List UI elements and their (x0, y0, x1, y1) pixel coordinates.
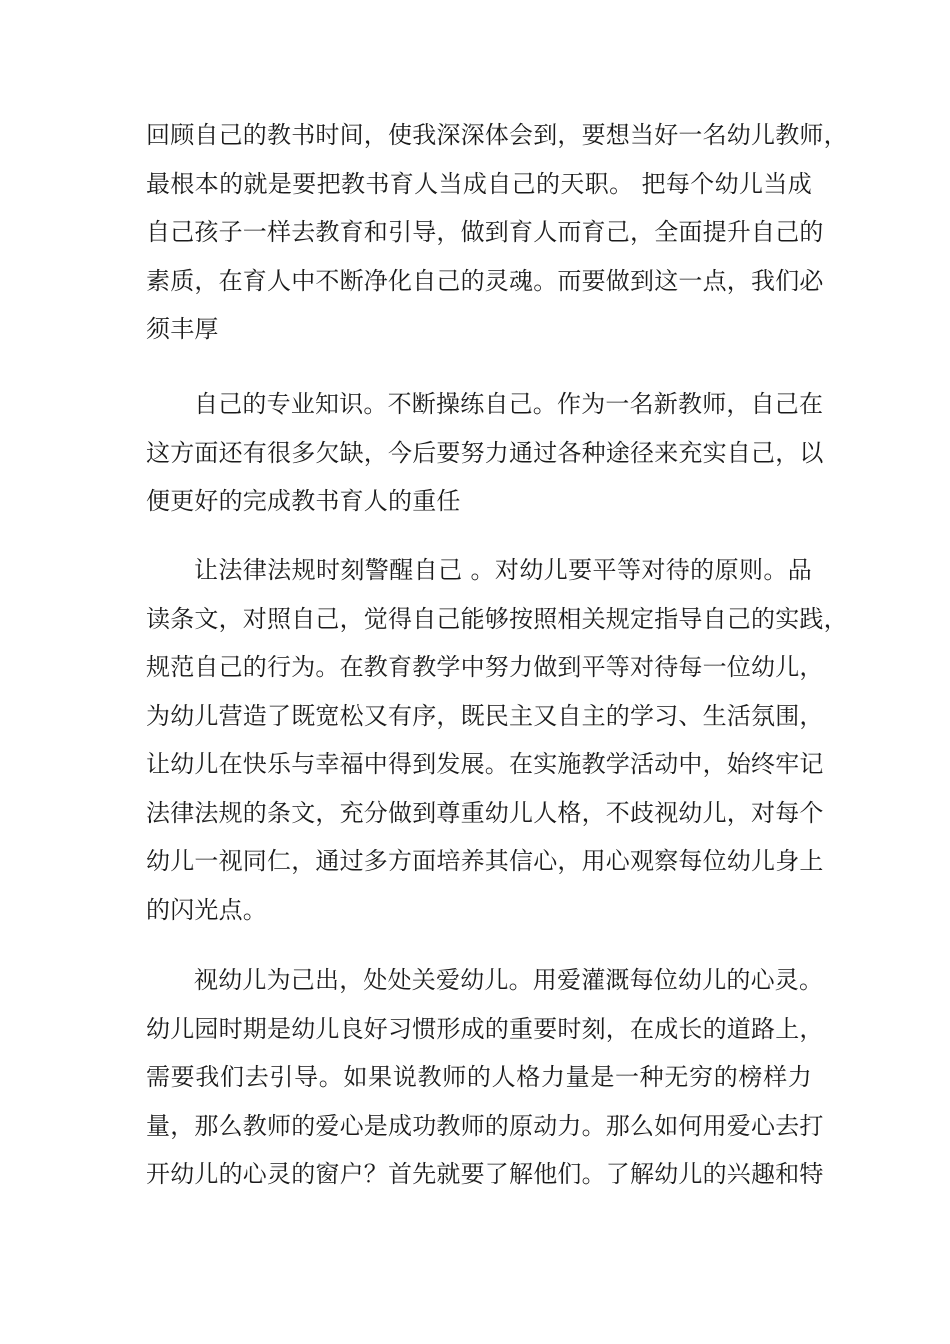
text-line: 素质，在育人中不断净化自己的灵魂。而要做到这一点，我们必 (146, 266, 824, 295)
text-line: 幼儿一视同仁，通过多方面培养其信心，用心观察每位幼儿身上 (146, 847, 824, 875)
paragraph-2 (146, 380, 824, 526)
text-line: 自己孩子一样去教育和引导，做到育人而育己，全面提升自己的 (146, 218, 824, 246)
text-line: 让幼儿在快乐与幸福中得到发展。在实施教学活动中，始终牢记 (146, 750, 824, 778)
text-line: 法律法规的条文，充分做到尊重幼儿人格，不歧视幼儿，对每个 (146, 798, 824, 827)
text-line: 最根本的就是要把教书育人当成自己的天职。 把每个幼儿当成 (146, 169, 812, 198)
text-line: 视幼儿为己出，处处关爱幼儿。用爱灌溉每位幼儿的心灵。 (194, 966, 824, 994)
text-line: 量，那么教师的爱心是成功教师的原动力。那么如何用爱心去打 (146, 1111, 824, 1140)
text-line: 须丰厚 (146, 315, 219, 343)
paragraph-3 (146, 546, 848, 934)
text-line: 规范自己的行为。在教育教学中努力做到平等对待每一位幼儿， (146, 653, 824, 681)
text-line: 读条文，对照自己，觉得自己能够按照相关规定指导自己的实践， (146, 604, 848, 633)
text-line: 回顾自己的教书时间，使我深深体会到，要想当好一名幼儿教师， (146, 121, 848, 149)
text-line: 为幼儿营造了既宽松又有序，既民主又自主的学习、生活氛围， (146, 701, 824, 730)
text-line: 让法律法规时刻警醒自己 。对幼儿要平等对待的原则。品 (194, 556, 812, 584)
paragraph-1 (146, 111, 848, 354)
text-line: 开幼儿的心灵的窗户？首先就要了解他们。了解幼儿的兴趣和特 (146, 1160, 824, 1188)
text-line: 自己的专业知识。不断操练自己。作为一名新教师，自己在 (194, 390, 824, 418)
text-line: 这方面还有很多欠缺，今后要努力通过各种途径来充实自己，以 (146, 438, 824, 467)
text-line: 幼儿园时期是幼儿良好习惯形成的重要时刻，在成长的道路上， (146, 1014, 824, 1043)
text-line: 便更好的完成教书育人的重任 (146, 487, 461, 515)
text-line: 需要我们去引导。如果说教师的人格力量是一种无穷的榜样力 (146, 1063, 812, 1091)
paragraph-4 (146, 956, 824, 1199)
text-line: 的闪光点。 (146, 895, 267, 924)
